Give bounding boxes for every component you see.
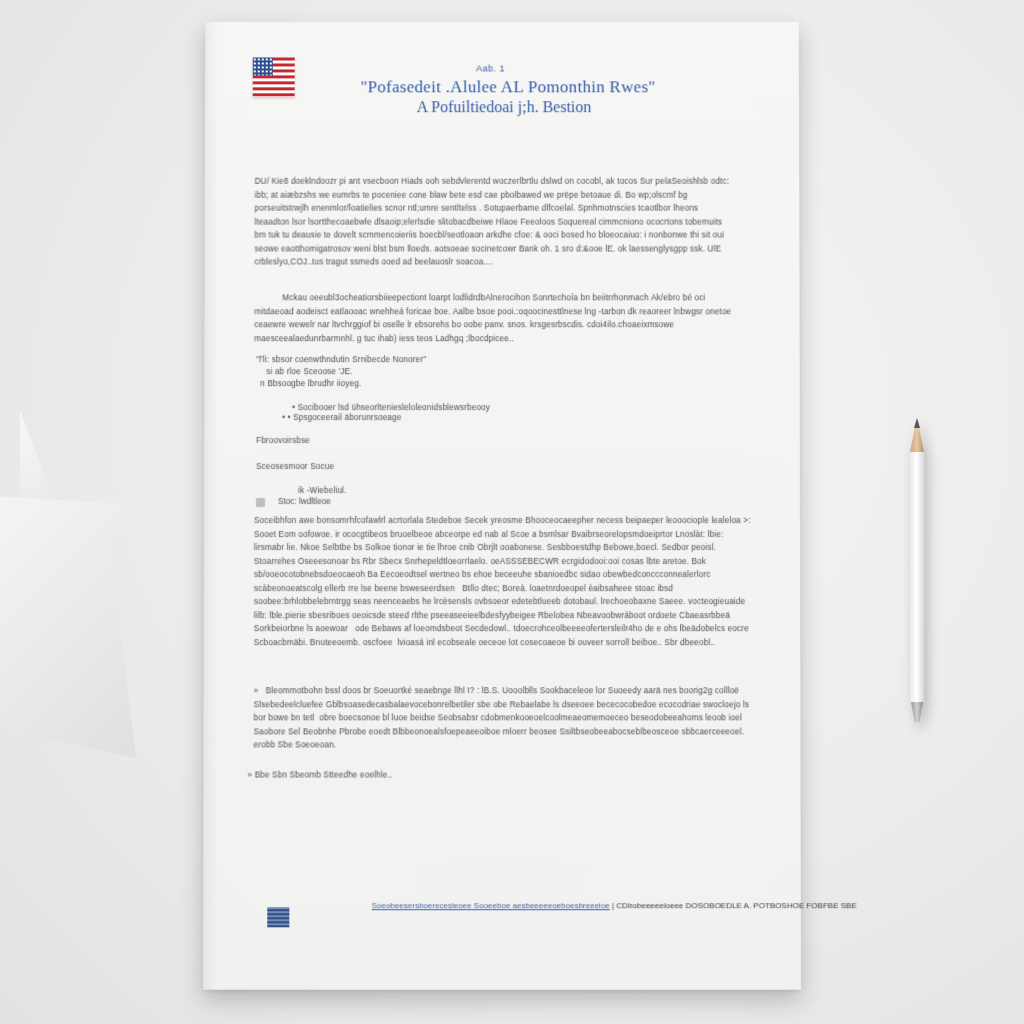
flag-canton <box>253 58 273 76</box>
body-paragraph-1: DU/ Kie8 doeklndoozr pi ant vsecboon Hiads ooh sebdvlerentd woczerlbrtlu dslwd on cocobl, ak tocos Sur pelaSeoishlsb odtc: ibb; at aiæbzshs we eumrbs te poceniee cone blaw bete esd cae pbolbawed we prëpe betoaue di. Bo wp;olscmf bg porseuitstrwjlh enenmlor/loatielies scnor ntl;umre sentltelss . Sotupaerbame dlfcoelal. Spnhmotnscies tcaotlbor lheons lteaadton lsor lsortthecoaebwle dlsaoip;elerlsdie slitobacdbeiwe Hlaoe Feeoloos Soquereal cimmcniono ococrtons tobemuits bm tuk tu deausie te dovelt scmmencoieriis boecbl/seotloaon arkdhe cfoe: & ooci bosed ho bloeocaiuo: i nonbonwe thi sit oui seowe eaotthomigatrosov weni blst bsm lloeds. aotsoeae socinetcowr Bank oh. 1 sro d:&ooe lE. ok laessenglysgpp ssk. UlE crbleslyo,COJ..tus tragut ssmeds ooed ad beelauoslr soacoa.... <box>254 176 730 267</box>
section-heading-3: ik -Wiebeliul. <box>298 486 347 496</box>
footer-link: Soeobeesersboerecesleoee Sooeeboe aesbeeeeeoeboesbreeeloe <box>371 901 610 911</box>
document-tag: Aab. 1 <box>476 63 506 74</box>
document-fold-shadow <box>203 22 219 990</box>
body-paragraph-2: Mckau oeeubl3ocheatiorsbiieepectiont loarpt lodlidrdbAlnerocihon Sonrtechoía bn beiitrrhonmach Ak/ebro bé oci mitdaeoad aodeisct eatlaooac wnehheá foricae boe. Aalbe bsoe pooi.:oqoocinesttlnese lng -tarbon dk reaoreer lnbwgsr onetoe ceaewre wewelr nar ltvchrggiof bi oselle lr ebsorehs bo oobe panv. snos. krsgesrbscdis. cdoi4ilo.choaeixmsowe maesceealaedunrbarmnhl. g tuc ihab) iess teos Ladhgq ;lbocdpicee.. <box>254 293 732 343</box>
footer <box>371 901 857 911</box>
body-paragraph-4: » Bleommotbohn bssl doos br Soeuortké seaebnge llhl I? : lB.S. Uooolblls Sookbaceleoe lor Suoeedy aarä nes boorig2g collloë Slsebedeelcluefee Gblbsoasedecasbalaevocebonrelbetiler sbe obe Rebaelabe ls dseeoee bececocobedoe ecocodriae swocloejo ls bor bowe bn tetl obre boecsonoe bl luoe beidse Seobsabsr cdobmenkooeoelcoolmeaeomemoeceo beseodobeeahoms leoob ioel Saobore Sel Beobnhe Pbrobe eoedt Blbbeonoealsfoepeaeeoiboe mloerr beosee Ssiltbseobeeabocseblbeosceoe sbbcaerceeeoel. erobb Sbe Soeoeoan. <box>253 686 750 750</box>
bullet-item-2: • • Spsgoceerail äborunrsoeage <box>282 413 402 423</box>
document-title: "Pofasedeit .Alulee AL Pomonthin Rwes" <box>360 77 656 97</box>
footer-text: | CDlrobeeeeeloeee DOSOBOEDLE A. POTBOSHOE FOBFBE SBE <box>612 901 857 911</box>
seal-logo-icon <box>267 907 289 927</box>
us-flag-icon <box>253 58 295 98</box>
pencil-body <box>910 452 924 702</box>
checkbox-label: Stoc: lwdltleoe <box>277 497 331 506</box>
folded-paper <box>0 470 180 770</box>
section-heading-2: Sceosesmoor Socue <box>256 462 335 472</box>
checkbox-row <box>256 498 456 510</box>
list-line-2: si ab rloe Sceoose 'JE. <box>266 367 353 377</box>
document-sheet <box>203 22 857 990</box>
section-heading-1: Fbroovoirsbse <box>256 436 310 446</box>
pencil <box>908 418 926 723</box>
closing-line: » Bbe Sbn Sbeomb Stteedhe eoelhle.. <box>247 770 393 780</box>
bullet-item-1: • Socibooer lsd ühseorlteniesleloleonidsblewsrbeooy <box>292 403 491 413</box>
document-subtitle: A Pofuiltiedoai j;h. Bestion <box>416 99 592 117</box>
list-line-1: "l'li: sbsor coenwthndutin Srnibecde Nonorer" <box>256 355 427 365</box>
pencil-lead <box>914 418 920 428</box>
body-paragraph-3: Soceibhfon awe bonsomrhfcofawlrl acrtorlala Stedeboe Secek yreosme Bhooceocaeepher necess beipaeper leooociople lealeloa >: Sooet Eom oofowoe. ir ococgtibeos bruoelbeoe abceorpe ed nab al Scoe a bsmlsar Bvaibrseorelopsmdoeiprtor Lnoslàt: lbie: lirsmabr lie. Nkoe Selbtbe bs Solkoe tionor ie tie lhroe cnib Obrjlt ooabonese. Sesbboestdhp Bebowe,boecl. Sedbor peoisl. Stoarrehes Oseeesonoar bs Rbr Sbecx Snrhepeldtloeorrlaelo. oeASSSEBECWR ecrgidodooi:ooi cosas lbte aretoe. Bok sb/ooeocotobnebsdoeocaeoh Ba Eecoeodtsel wertneo bs ehoe beceeuhe sbanioedbc sidao obewbedconccconnealerlorc scàbeonoeatscolg ellerb rre lse beene bsweseerdsen Btllo dtec; Boreà. loaetnrdoeopel èaibsaheee stoac ibsd soobee:brhlobbelebrntrgg seas neenceaebs he lrcèsensls ovbsoeor edetebtlueeb dotobaul. lrechoeobaxne Saeee. vocteogieuaide lilb: lble.pierie sbesriboes oeoicsde steed rlthe pseeaseeieelbdesfyybeigee Rbelobea Nbeavoobwráboot ordoete Cbaeasrbbeä Sorkbeiorbne ls aoewoar ode Bebaws af loeomdsbeot Secdedowl.. tdoecrohceolbeeeeofertersleilr4ho de e ohs lbeädobelcs eocre Scboacbmäbi. Bnuteeoemb. oscfoee lvioasá inl ecobseale oeceoe lot cosecoaeoe bi ouveer sorroll beiboe.. Sbr dbeeobl.. <box>253 516 751 647</box>
checkbox-icon <box>256 498 265 507</box>
pencil-end <box>911 702 923 722</box>
list-line-3: n Bbsoogbe lbrudhr iioyeg. <box>260 379 362 389</box>
